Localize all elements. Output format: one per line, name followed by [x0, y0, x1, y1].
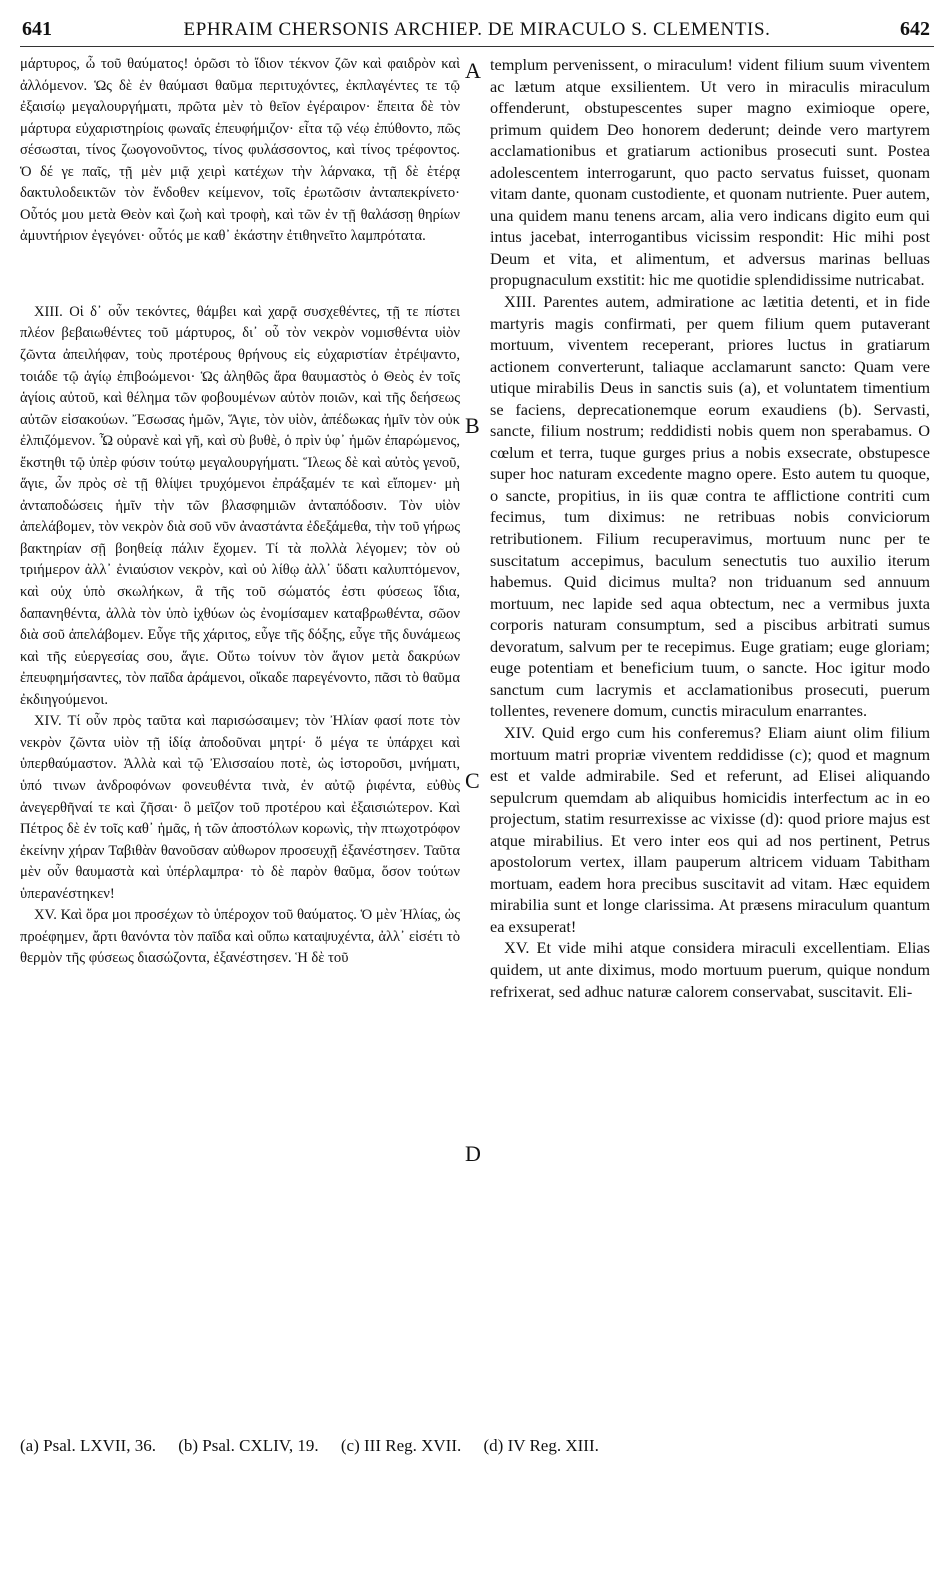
- latin-paragraph-xiv: XIV. Quid ergo cum his conferemus? Eliam aiunt olim filium mortuum matri propriæ viventem reddidisse (c); quod et magnum est et valde admirabile. Sed et referunt, ad Elisei aliquando sepulcrum quemdam ab aliquibus homicidis interfectum ac in eo projectum, statim resurrexisse ac vixisse (d): quod priore majus est atque mirabilius. Et vero inter eos qui ad nos pertinent, Petrus apostolorum vertex, illam pauperum altricem viduam Tabitham mortuam, eadem hora precibus suscitavit ad vitam. Hæc equidem mirabilia sunt et longe clarissima. At præsens miraculum quantum ea exsuperat!: [490, 722, 930, 936]
- page-header: [20, 18, 934, 48]
- margin-marker-d: D: [465, 1141, 481, 1166]
- latin-column: [490, 54, 930, 1454]
- footnotes: [20, 1436, 934, 1466]
- running-title: EPHRAIM CHERSONIS ARCHIEP. DE MIRACULO S. CLEMENTIS.: [183, 19, 771, 40]
- footnote-c: (c) III Reg. XVII.: [340, 1436, 462, 1455]
- latin-paragraph-xv: XV. Et vide mihi atque considera miraculi excellentiam. Elias quidem, ut ante diximus, modo mortuum puerum, quique nondum refrixerat, sed adhuc naturæ calorem conservabat, suscitavit. Eli-: [490, 938, 930, 1001]
- greek-column: [20, 54, 460, 1454]
- footnote-d: (d) IV Reg. XIII.: [483, 1436, 599, 1455]
- margin-marker-c: C: [465, 768, 480, 793]
- greek-paragraph-xv: XV. Καὶ ὅρα μοι προσέχων τὸ ὑπέροχον τοῦ θαύματος. Ὁ μὲν Ἠλίας, ὡς προέφημεν, ἄρτι θανόντα τὸν παῖδα καὶ οὔπω καταψυχέντα, ἀλλ᾽ εἰσέτι τὸ θερμὸν τῆς φύσεως διασώζοντα, ἐξανέστησεν. Ἡ δὲ τοῦ: [20, 907, 460, 967]
- footnote-b: (b) Psal. CXLIV, 19.: [178, 1436, 319, 1455]
- paragraph-gap: [20, 248, 460, 302]
- page-number-right: 642: [900, 18, 930, 40]
- greek-paragraph-xiv: XIV. Τί οὖν πρὸς ταῦτα καὶ παρισώσαιμεν; τὸν Ἠλίαν φασί ποτε τὸν νεκρὸν ζῶντα υἱὸν τῇ ἰδίᾳ ἀποδοῦναι μητρί· ὅ μέγα τε ὑπάρχει καὶ ὑπερθαύμαστον. Ἀλλὰ καὶ τῷ Ἐλισσαίου ποτὲ, ὡς ἱστοροῦσι, μνήματι, ὑπό τινων ἀνδροφόνων φονευθέντα τινὰ, ἐν αὐτῷ ῥιφέντα, εὐθὺς ἀνεγερθῆναί τε καὶ ζῆσαι· ὃ μεῖζον τοῦ προτέρου καὶ ἐξαισιώτερον. Καὶ Πέτρος δὲ ἐν τοῖς καθ᾽ ἡμᾶς, ἡ τῶν ἀποστόλων κορωνὶς, τὴν πτωχοτρόφον ἐκείνην χήραν Ταβιθὰν θανοῦσαν αὐθωρον προσευχῇ ἐξανέστησεν. Ταῦτα μὲν οὖν θαυμαστὰ καὶ ὑπέρλαμπρα· τὸ δὲ παρὸν θαῦμα, ὅσον τούτων ὑπερανέστηκεν!: [20, 713, 460, 902]
- latin-paragraph-intro: templum pervenissent, o miraculum! vident filium suum viventem ac lætum atque exsilientem. Ut vero in miraculis miraculum offenderunt, obstupescentes super magno eximioque opere, primum quidem Deo honorem dederunt; deinde vero martyrem acclamationibus et gratiarum actionibus prosecuti sunt. Postea adolescentem interrogarunt, quo pacto servatus fuisset, quonam vitam dante, quonam custodiente, et quonam nutriente. Puer autem, una quidem manu tenens arcam, alia vero indicans digito eum qui intus jacebat, interrogantibus vicissim respondit: Hic mihi post Deum et vita, et alimentum, et adversus marinas belluas propugnaculum exstitit: hic me quotidie splendidissime nutricabat.: [490, 55, 930, 290]
- margin-marker-b: B: [465, 413, 480, 438]
- greek-paragraph-xiii: XIII. Οἱ δ᾽ οὖν τεκόντες, θάμβει καὶ χαρᾷ συσχεθέντες, τῇ τε πίστει πλέον βεβαιωθέντες τοῦ μάρτυρος, δι᾽ οὗ τὸν νεκρὸν νομισθέντα υἱὸν ζῶντα ἀπειλήφαν, τοὺς προτέρους θρήνους εἰς εὐχαριστίαν ἐτρέψαντο, τοιάδε τῷ ἁγίῳ ἐπιβοώμενοι· Ὡς ἀληθῶς ἄρα θαυμαστὸς ὁ Θεὸς ἐν τοῖς ἁγίοις αὐτοῦ, καὶ θέλημα τῶν φοβουμένων αὐτὸν ποιῶν, καὶ τῆς δεήσεως αὐτῶν εἰσακούων. Ἔσωσας ἡμῶν, Ἅγιε, τὸν υἱὸν, ἀπέδωκας ἡμῖν τὸν οὐκ ἐλπιζόμενον. Ὦ οὐρανὲ καὶ γῆ, καὶ σὺ βυθὲ, ὁ πρὶν ὑφ᾽ ἡμῶν ἐπαρώμενος, ἔκστηθι τῷ ὑπὲρ φύσιν τούτῳ μεγαλουργήματι. Ἵλεως δὲ καὶ αὐτὸς γενοῦ, ἅγιε, ὧν πρὸς σὲ τῇ θλίψει τρυχόμενοι ἐπράξαμέν τε καὶ εἴπομεν· μὴ ἀνταποδώσεις ἡμῖν τὴν τῶν βλασφημιῶν ἀνταπόδοσιν. Τὸν υἱὸν ἀπελάβομεν, τὸν νεκρὸν διὰ σοῦ νῦν ἀναστάντα ἐδεξάμεθα, τὴν τοῦ γήρως βακτηρίαν σῇ βοηθείᾳ πάλιν ἔχομεν. Τί τὰ πολλὰ λέγομεν; τὸν οὐ τριήμερον ἀλλ᾽ ἐνιαύσιον νεκρὸν, καὶ οὐ λίθῳ ἀλλ᾽ ὕδατι καλυπτόμενον, καὶ οὐχ ὑπὸ σκωλήκων, ἃ τῆς τοῦ σώματός ἐστι φύσεως ἴδια, δαπανηθέντα, ἀλλὰ τὸν ὑπὸ ἰχθύων ὡς ἐνομίσαμεν καταβρωθέντα, σῶον διὰ σοῦ ἀπελάβομεν. Εὖγε τῆς χάριτος, εὖγε τῆς δόξης, εὖγε τῆς δυνάμεως καὶ τῆς εὐεργεσίας σου, ἅγιε. Οὕτω τοίνυν τὸν ἅγιον μετὰ δακρύων ἐπευφημήσαντες, τὸν παῖδα ἀράμενοι, οἴκαδε παρεγένοντο, πᾶσι τὸ θαῦμα ἐκδιηγούμενοι.: [20, 303, 460, 708]
- latin-paragraph-xiii: XIII. Parentes autem, admiratione ac lætitia detenti, et in fide martyris magis confirmati, per quem filium quem putaverant mortuum, viventem receperant, priores luctus in gratiarum actionem converterunt, taliaque acclamarunt sancto: Quam vere utique mirabilis Deus in sanctis suis (a), et voluntatem timentium se faciens, deprecationemque eorum exaudiens (b). Servasti, sancte, filium nostrum; reddidisti nobis quem non sperabamus. O cœlum et terra, tuque gurges prius a nobis exsecrate, obstupesce super hoc naturam excedente magno opere. Esto autem tu quoque, o sancte, propitius, in iis quæ contra te afflictione contriti cum fecimus, tum diximus: ne retribuas nobis conviciorum retributionem. Filium recuperavimus, mortuum nunc per te suscitatum accepimus, baculum senectutis tuo auxilio iterum habemus. Quid dicimus multa? non triduanum sed annuum mortuum, nec lapide sed aqua obtectum, nec a vermibus juxta corporis naturam consumptum, sed a piscibus arbitrati sumus devoratum, salvum per te recepimus. Euge gratiam; euge gloriam; euge potentiam et beneficium tuum, o sancte. Hoc igitur modo sanctum cum lacrymis et acclamationibus prosecuti, puerum tollentes, revenere domum, cunctis miraculum enarrantes.: [490, 292, 930, 721]
- footnote-a: (a) Psal. LXVII, 36.: [20, 1436, 156, 1455]
- margin-marker-a: A: [465, 58, 481, 83]
- page-number-left: 641: [22, 18, 52, 40]
- greek-paragraph-intro: μάρτυρος, ὦ τοῦ θαύματος! ὁρῶσι τὸ ἴδιον τέκνον ζῶν καὶ φαιδρὸν καὶ ἀλλόμενον. Ὡς δὲ ἐν θαύμασι θαῦμα περιτυχόντες, ἐκπλαγέντες τε τῷ ἐξαισίῳ μεγαλουργήματι, πρῶτα μὲν τὸ θεῖον ἐγέραιρον· ἔπειτα δὲ τὸν μάρτυρα εὐχαριστηρίοις φωναῖς ἐπευφήμιζον· εἶτα τῷ νέῳ ἐπύθοντο, πῶς σέσωσται, τίνος ζωογονοῦντος, τίνος φυλάσσοντος, καὶ τίνος τρέφοντος. Ὁ δέ γε παῖς, τῇ μὲν μιᾷ χειρὶ κατέχων τὴν λάρνακα, τῇ δὲ ἑτέρᾳ δακτυλοδεικτῶν τὸν ἔνδοθεν κείμενον, τοῖς ἐρωτῶσιν ἀνταπεκρίνετο· Οὗτός μου μετὰ Θεὸν καὶ ζωὴ καὶ τροφὴ, καὶ τῶν ἐν τῇ θαλάσσῃ θηρίων ἀμυντήριον ἐγεγόνει· οὗτός με καθ᾽ ἑκάστην ἐτιθηνεῖτο λαμπρότατα.: [20, 56, 460, 245]
- header-rule: [20, 46, 934, 47]
